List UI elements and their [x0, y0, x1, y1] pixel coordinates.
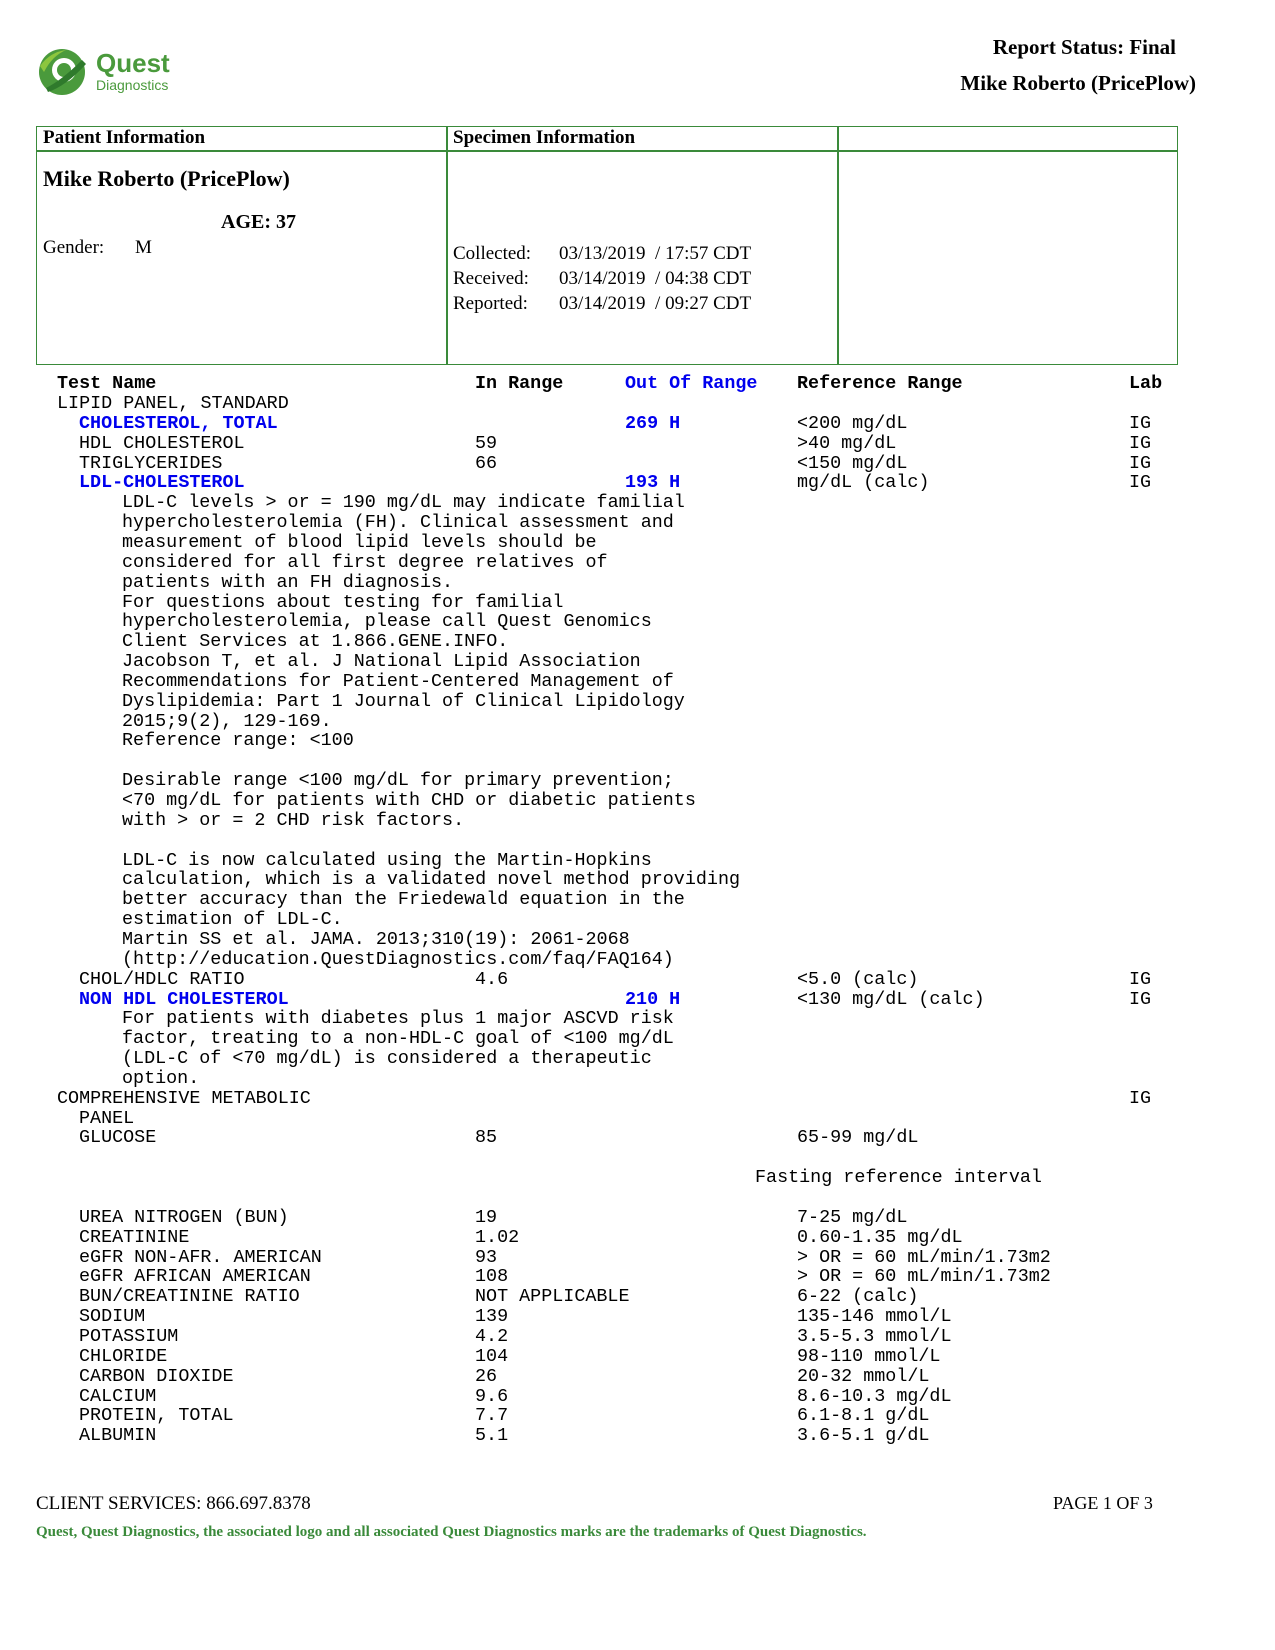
result-note: factor, treating to a non-HDL-C goal of <100 mg/dL — [122, 1028, 674, 1050]
in-range-value: 1.02 — [475, 1226, 520, 1248]
collected-value: 03/13/2019 / 17:57 CDT — [559, 243, 752, 264]
report-status: Report Status: Final — [992, 35, 1176, 59]
reported-label: Reported: — [453, 293, 528, 314]
in-range-value: 4.2 — [475, 1325, 509, 1347]
result-note: Client Services at 1.866.GENE.INFO. — [122, 631, 509, 653]
out-of-range-value: 210 H — [625, 988, 681, 1010]
patient-info-title: Patient Information — [43, 127, 206, 148]
test-name: PANEL — [79, 1107, 135, 1129]
test-name: ALBUMIN — [79, 1425, 157, 1447]
test-name: CHOLESTEROL, TOTAL — [79, 412, 278, 434]
test-name: CALCIUM — [79, 1385, 157, 1407]
gender-value: M — [135, 237, 152, 258]
reference-range-value: 135-146 mmol/L — [797, 1306, 952, 1328]
lab-code: IG — [1129, 988, 1152, 1010]
patient-age: AGE: 37 — [221, 211, 296, 233]
trademark-notice: Quest, Quest Diagnostics, the associated logo and all associated Quest Diagnostics marks are the trademarks of Quest Diagnostics. — [36, 1524, 867, 1540]
reference-range-value: > OR = 60 mL/min/1.73m2 — [797, 1246, 1051, 1268]
lab-code: IG — [1129, 432, 1152, 454]
in-range-value: 59 — [475, 432, 498, 454]
test-name: CREATININE — [79, 1226, 190, 1248]
test-name: CARBON DIOXIDE — [79, 1365, 234, 1387]
reference-range-value: <5.0 (calc) — [797, 968, 919, 990]
reference-range-value: 0.60-1.35 mg/dL — [797, 1226, 963, 1248]
test-name: HDL CHOLESTEROL — [79, 432, 245, 454]
test-name: POTASSIUM — [79, 1325, 179, 1347]
reference-range-value: 6.1-8.1 g/dL — [797, 1405, 930, 1427]
lab-code: IG — [1129, 452, 1152, 474]
result-note: considered for all first degree relatives of — [122, 551, 608, 573]
col-test-name: Test Name — [57, 373, 157, 394]
in-range-value: 4.6 — [475, 968, 509, 990]
result-note: Recommendations for Patient-Centered Management of — [122, 670, 674, 692]
test-name: eGFR AFRICAN AMERICAN — [79, 1266, 311, 1288]
test-name: eGFR NON-AFR. AMERICAN — [79, 1246, 322, 1268]
reference-range-value: 3.6-5.1 g/dL — [797, 1425, 930, 1447]
patient-name: Mike Roberto (PricePlow) — [43, 166, 290, 191]
test-name: BUN/CREATININE RATIO — [79, 1286, 300, 1308]
test-name: CHOL/HDLC RATIO — [79, 968, 245, 990]
result-note: patients with an FH diagnosis. — [122, 571, 454, 593]
header-divider — [37, 150, 1177, 152]
reference-range-value: <130 mg/dL (calc) — [797, 988, 985, 1010]
result-note: <70 mg/dL for patients with CHD or diabetic patients — [122, 790, 696, 811]
result-note: For patients with diabetes plus 1 major ASCVD risk — [122, 1008, 674, 1030]
gender-label: Gender: — [43, 237, 105, 258]
reference-range-value: 8.6-10.3 mg/dL — [797, 1385, 952, 1407]
reference-range-value: >40 mg/dL — [797, 432, 897, 454]
result-note: option. — [122, 1067, 200, 1089]
in-range-value: NOT APPLICABLE — [475, 1286, 630, 1308]
result-note: better accuracy than the Friedewald equation in the — [122, 889, 685, 911]
info-box — [36, 126, 1178, 365]
lab-code: IG — [1129, 412, 1152, 434]
received-label: Received: — [453, 268, 529, 289]
in-range-value: 26 — [475, 1365, 498, 1387]
reference-range-value: 7-25 mg/dL — [797, 1206, 908, 1228]
in-range-value: 139 — [475, 1306, 509, 1328]
logo-subtitle: Diagnostics — [96, 77, 169, 93]
test-name: UREA NITROGEN (BUN) — [79, 1206, 289, 1228]
result-note: LDL-C levels > or = 190 mg/dL may indicate familial — [122, 492, 685, 514]
reference-range-value: <200 mg/dL — [797, 412, 908, 434]
lab-code: IG — [1129, 968, 1152, 990]
specimen-info-title: Specimen Information — [453, 127, 636, 148]
result-note: 2015;9(2), 129-169. — [122, 710, 332, 732]
test-name: NON HDL CHOLESTEROL — [79, 988, 289, 1010]
result-note: For questions about testing for familial — [122, 591, 564, 613]
result-note: with > or = 2 CHD risk factors. — [122, 809, 465, 831]
patient-name-header: Mike Roberto (PricePlow) — [960, 71, 1196, 95]
col-in-range: In Range — [475, 373, 564, 394]
result-note: calculation, which is a validated novel method providing — [122, 869, 741, 891]
reference-range-value: 20-32 mmol/L — [797, 1365, 930, 1387]
test-name: SODIUM — [79, 1306, 146, 1328]
column-divider-1 — [446, 127, 448, 364]
reference-range-value: mg/dL (calc) — [797, 472, 930, 494]
result-note: Dyslipidemia: Part 1 Journal of Clinical Lipidology — [122, 690, 685, 712]
col-out-of-range: Out Of Range — [625, 373, 758, 394]
page-number: PAGE 1 OF 3 — [1053, 1493, 1153, 1513]
results-table — [0, 394, 1275, 1454]
in-range-value: 104 — [475, 1345, 509, 1367]
lab-code: IG — [1129, 1087, 1152, 1109]
lab-code: IG — [1129, 472, 1152, 494]
column-divider-2 — [837, 127, 839, 364]
result-note: Desirable range <100 mg/dL for primary prevention; — [122, 770, 674, 792]
result-note: (http://education.QuestDiagnostics.com/faq/FAQ164) — [122, 948, 674, 970]
test-name: LIPID PANEL, STANDARD — [57, 393, 289, 414]
reference-range-value: 3.5-5.3 mmol/L — [797, 1325, 952, 1347]
collected-label: Collected: — [453, 243, 532, 264]
result-note: (LDL-C of <70 mg/dL) is considered a therapeutic — [122, 1048, 652, 1070]
in-range-value: 108 — [475, 1266, 509, 1288]
test-name: CHLORIDE — [79, 1345, 168, 1367]
test-name: COMPREHENSIVE METABOLIC — [57, 1087, 311, 1109]
test-name: PROTEIN, TOTAL — [79, 1405, 234, 1427]
result-note: hypercholesterolemia (FH). Clinical assessment and — [122, 512, 674, 534]
reference-range-value: 65-99 mg/dL — [797, 1127, 919, 1149]
result-note: Jacobson T, et al. J National Lipid Association — [122, 651, 641, 673]
result-note: estimation of LDL-C. — [122, 909, 343, 931]
in-range-value: 5.1 — [475, 1425, 509, 1447]
result-note: hypercholesterolemia, please call Quest Genomics — [122, 611, 652, 633]
result-note: measurement of blood lipid levels should be — [122, 531, 597, 553]
in-range-value: 7.7 — [475, 1405, 509, 1427]
reference-range-value: > OR = 60 mL/min/1.73m2 — [797, 1266, 1051, 1288]
in-range-value: 93 — [475, 1246, 498, 1268]
in-range-value: 9.6 — [475, 1385, 509, 1407]
out-of-range-value: 269 H — [625, 412, 681, 434]
test-name: LDL-CHOLESTEROL — [79, 472, 245, 494]
col-lab: Lab — [1129, 373, 1163, 394]
received-value: 03/14/2019 / 04:38 CDT — [559, 268, 752, 289]
quest-logo — [36, 46, 206, 102]
in-range-value: 19 — [475, 1206, 498, 1228]
result-note: Martin SS et al. JAMA. 2013;310(19): 2061-2068 — [122, 928, 630, 950]
result-note: Reference range: <100 — [122, 730, 354, 752]
result-note: LDL-C is now calculated using the Martin-Hopkins — [122, 849, 652, 871]
client-services: CLIENT SERVICES: 866.697.8378 — [36, 1493, 311, 1514]
col-reference-range: Reference Range — [797, 373, 963, 394]
reference-range-value: 6-22 (calc) — [797, 1286, 919, 1308]
reported-value: 03/14/2019 / 09:27 CDT — [559, 293, 752, 314]
out-of-range-value: 193 H — [625, 472, 681, 494]
test-name: TRIGLYCERIDES — [79, 452, 223, 474]
reference-range-value: 98-110 mmol/L — [797, 1345, 941, 1367]
reference-range-value: <150 mg/dL — [797, 452, 908, 474]
logo-title: Quest — [96, 48, 170, 78]
in-range-value: 85 — [475, 1127, 498, 1149]
test-name: GLUCOSE — [79, 1127, 157, 1149]
in-range-value: 66 — [475, 452, 498, 474]
reference-note: Fasting reference interval — [755, 1167, 1042, 1189]
quest-logo-icon — [36, 46, 88, 98]
